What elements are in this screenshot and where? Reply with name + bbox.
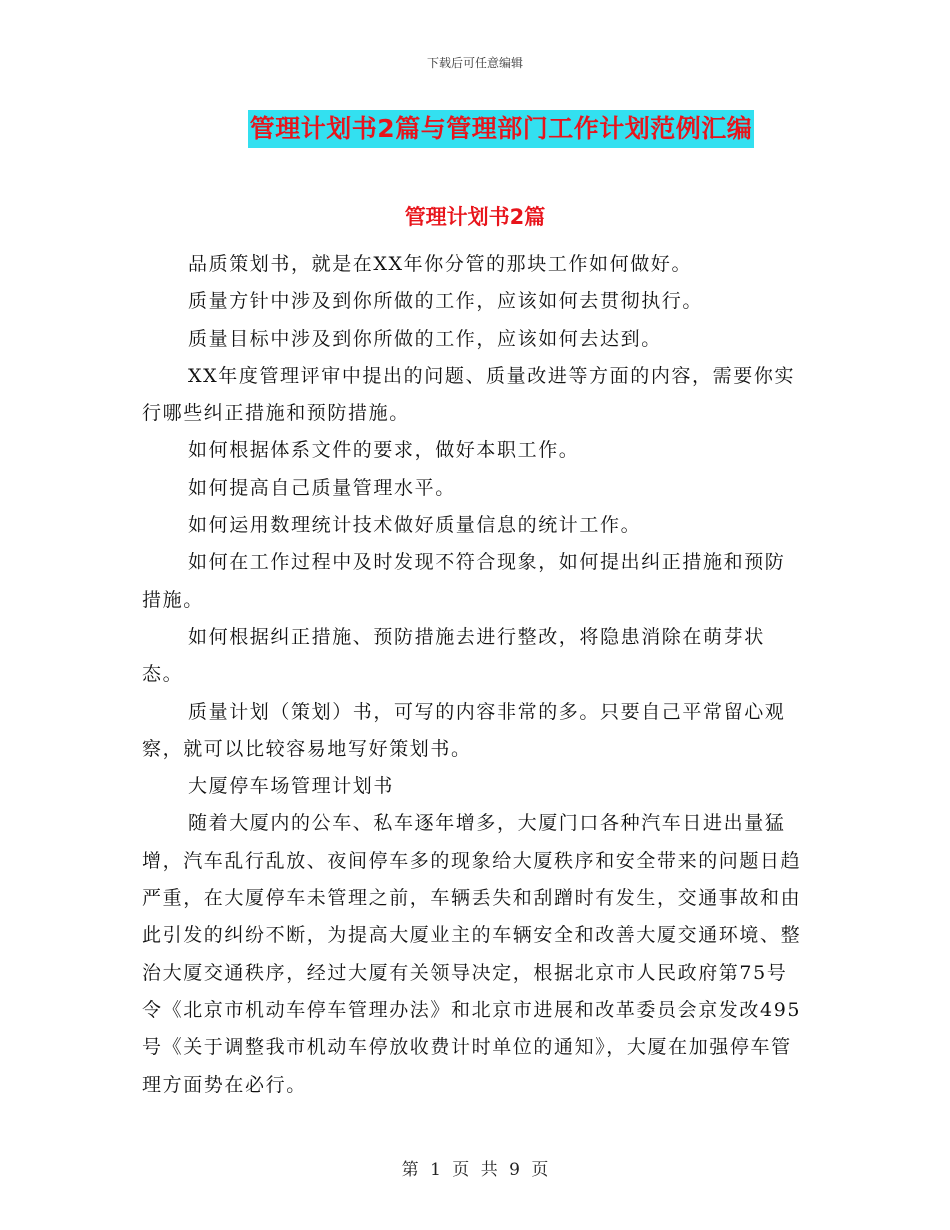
paragraph: 如何运用数理统计技术做好质量信息的统计工作。 xyxy=(188,514,642,537)
main-title-container xyxy=(0,110,950,148)
paragraph: XX年度管理评审中提出的问题、质量改进等方面的内容，需要你实行哪些纠正措施和预防措施。 xyxy=(142,364,796,425)
main-title: 管理计划书2篇与管理部门工作计划范例汇编 xyxy=(248,110,754,148)
paragraph-heading: 大厦停车场管理计划书 xyxy=(188,775,395,798)
paragraph: 如何在工作过程中及时发现不符合现象，如何提出纠正措施和预防措施。 xyxy=(142,551,786,611)
paragraph: 如何提高自己质量管理水平。 xyxy=(188,476,456,499)
body-text xyxy=(142,246,802,1104)
header-note: 下载后可任意编辑 xyxy=(426,56,523,70)
section-title: 管理计划书2篇 xyxy=(404,205,546,229)
page-number-footer: 第 1 页 共 9 页 xyxy=(401,1160,549,1180)
paragraph: 质量计划（策划）书，可写的内容非常的多。只要自己平常留心观察，就可以比较容易地写好策划书。 xyxy=(142,700,786,760)
paragraph: 如何根据体系文件的要求，做好本职工作。 xyxy=(188,439,580,462)
paragraph: 品质策划书，就是在XX年你分管的那块工作如何做好。 xyxy=(188,253,693,275)
paragraph: 随着大厦内的公车、私车逐年增多，大厦门口各种汽车日进出量猛增，汽车乱行乱放、夜间停车多的现象给大厦秩序和安全带来的问题日趋严重，在大厦停车未管理之前，车辆丢失和刮蹭时有发生，交通事故和由此引发的纠纷不断，为提高大厦业主的车辆安全和改善大厦交通环境、整治大厦交通秩序，经过大厦有关领导决定，根据北京市人民政府第75号令《北京市机动车停车管理办法》和北京市进展和改革委员会京发改495号《关于调整我市机动车停放收费计时单位的通知》，大厦在加强停车管理方面势在必行。 xyxy=(142,812,802,1096)
paragraph: 如何根据纠正措施、预防措施去进行整改，将隐患消除在萌芽状态。 xyxy=(142,625,765,686)
paragraph: 质量方针中涉及到你所做的工作，应该如何去贯彻执行。 xyxy=(188,290,704,313)
paragraph: 质量目标中涉及到你所做的工作，应该如何去达到。 xyxy=(188,327,662,350)
